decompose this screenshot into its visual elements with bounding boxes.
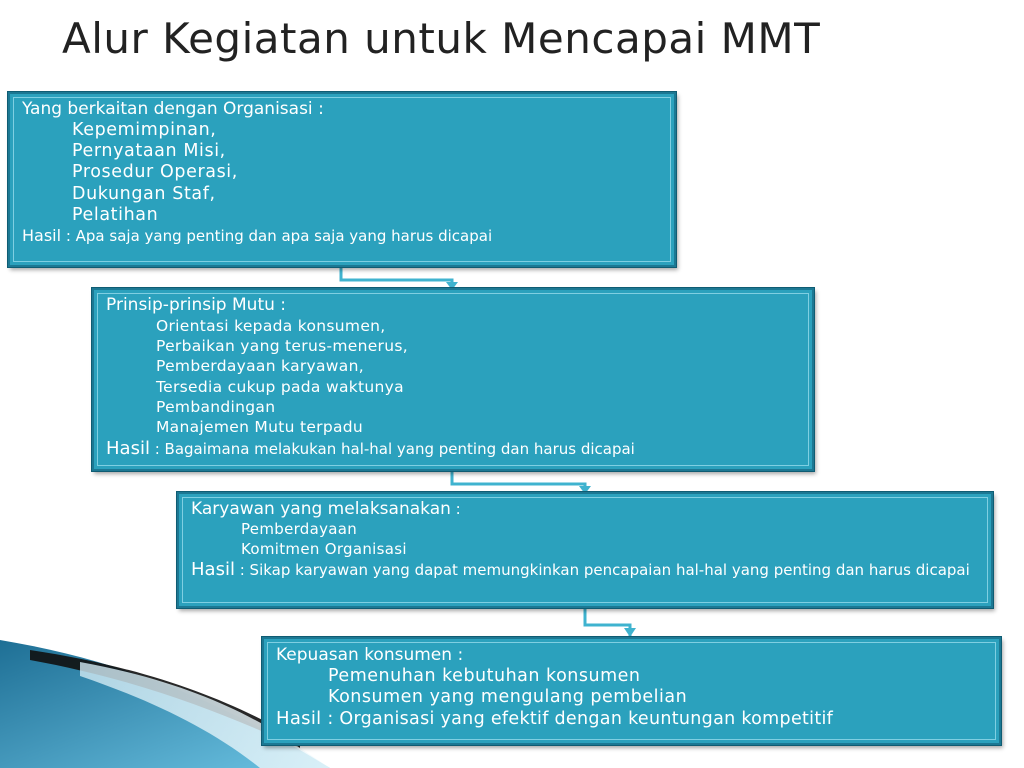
hasil-line — [276, 708, 999, 730]
box-kepuasan-konsumen — [262, 637, 1001, 745]
box-heading-line — [191, 499, 981, 520]
hasil-text: : Sikap karyawan yang dapat memungkinkan pencapaian hal-hal yang penting dan harus dicapai — [234, 561, 970, 580]
box-organisasi — [8, 92, 676, 267]
hasil-text: : Organisasi yang efektif dengan keuntungan kompetitif — [321, 709, 834, 730]
hasil-text: : Apa saja yang penting dan apa saja yang harus dicapai — [61, 227, 493, 246]
list-item: Pemberdayaan — [241, 519, 358, 538]
box-heading: Yang berkaitan dengan Organisasi : — [22, 99, 324, 119]
list-item: Manajemen Mutu terpadu — [156, 418, 364, 437]
list-item: Dukungan Staf, — [72, 183, 216, 204]
box-karyawan — [177, 492, 993, 608]
box-heading: Karyawan yang melaksanakan — [191, 499, 451, 519]
box-prinsip-mutu — [92, 288, 814, 471]
hasil-text: : Bagaimana melakukan hal-hal yang penting dan harus dicapai — [149, 439, 635, 458]
box-heading-suffix: : — [450, 500, 461, 518]
list-item: Komitmen Organisasi — [241, 539, 407, 558]
list-item: Tersedia cukup pada waktunya — [156, 377, 404, 396]
list-item: Perbaikan yang terus-menerus, — [156, 337, 408, 356]
list-item: Orientasi kepada konsumen, — [156, 316, 386, 335]
list-item: Pemenuhan kebutuhan konsumen — [328, 665, 641, 686]
list-item: Pemberdayaan karyawan, — [156, 357, 364, 376]
hasil-line — [22, 226, 674, 246]
hasil-label: Hasil — [191, 559, 235, 581]
hasil-line — [191, 559, 981, 581]
hasil-line — [106, 438, 812, 460]
list-item: Prosedur Operasi, — [72, 162, 238, 183]
list-item: Pelatihan — [72, 205, 159, 226]
page-title: Alur Kegiatan untuk Mencapai MMT — [62, 14, 821, 63]
hasil-label: Hasil — [276, 708, 322, 730]
hasil-label: Hasil — [106, 437, 150, 459]
list-item: Pembandingan — [156, 397, 276, 416]
hasil-label: Hasil — [22, 226, 62, 246]
list-item: Konsumen yang mengulang pembelian — [328, 687, 688, 708]
list-item: Kepemimpinan, — [72, 119, 217, 140]
list-item: Pernyataan Misi, — [72, 141, 226, 162]
box-heading: Prinsip-prinsip Mutu : — [106, 295, 287, 315]
box-heading: Kepuasan konsumen : — [276, 645, 464, 665]
